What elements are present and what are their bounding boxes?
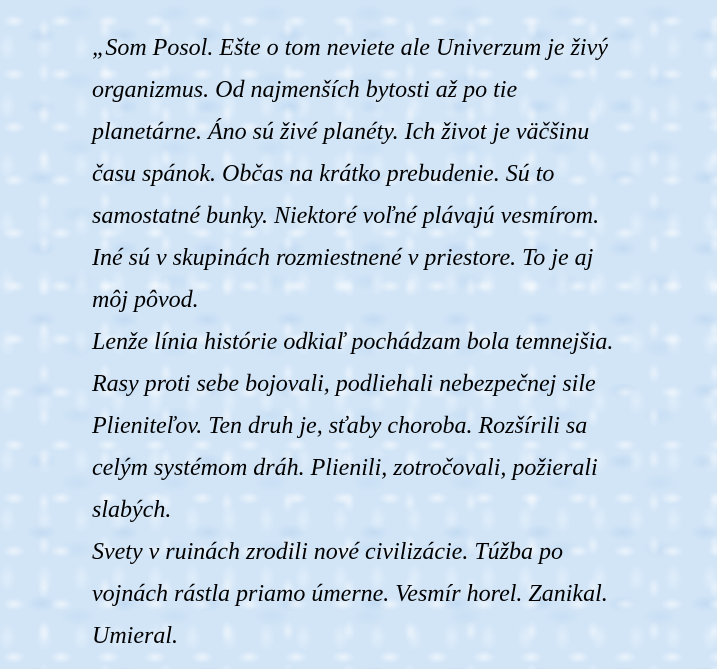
- document-body: [92, 27, 717, 657]
- text-line: Svety v ruinách zrodili nové civilizácie. Túžba po: [92, 539, 564, 565]
- text-line: času spánok. Občas na krátko prebudenie. Sú to: [92, 161, 555, 187]
- text-line: „Som Posol. Ešte o tom neviete ale Univerzum je živý: [92, 35, 608, 61]
- text-line: celým systémom dráh. Plienili, zotročovali, požierali: [92, 455, 598, 481]
- text-line: vojnách rástla priamo úmerne. Vesmír horel. Zanikal.: [92, 581, 608, 607]
- text-line: Rasy proti sebe bojovali, podliehali nebezpečnej sile: [92, 371, 596, 397]
- text-line: samostatné bunky. Niektoré voľné plávajú vesmírom.: [92, 203, 600, 229]
- text-line: Plieniteľov. Ten druh je, sťaby choroba. Rozšírili sa: [92, 413, 588, 439]
- text-line: slabých.: [92, 497, 172, 523]
- text-line: Umieral.: [92, 623, 178, 649]
- text-line: Lenže línia histórie odkiaľ pochádzam bola temnejšia.: [92, 329, 614, 355]
- text-line: Iné sú v skupinách rozmiestnené v priestore. To je aj: [92, 245, 594, 271]
- text-line: planetárne. Áno sú živé planéty. Ich život je väčšinu: [92, 119, 590, 145]
- text-line: môj pôvod.: [92, 287, 199, 313]
- text-line: organizmus. Od najmenších bytosti až po tie: [92, 77, 518, 103]
